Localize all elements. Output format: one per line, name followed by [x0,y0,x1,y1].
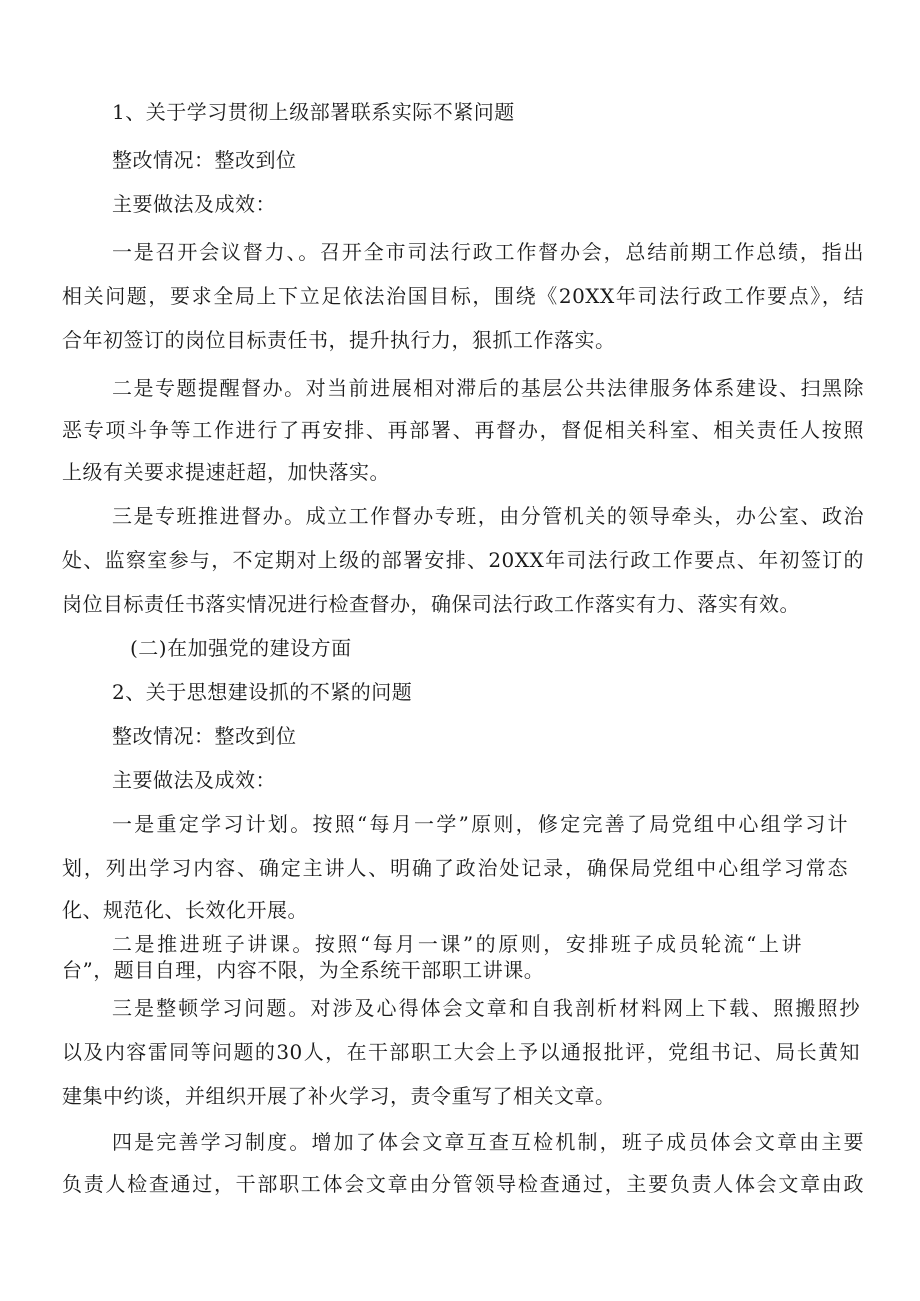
paragraph-line: 划，列出学习内容、确定主讲人、明确了政治处记录，确保局党组中心组学习常态 [62,856,848,880]
paragraph-line: 台”，题目自理，内容不限，为全系统干部职工讲课。 [62,958,545,982]
paragraph-line: 岗位目标责任书落实情况进行检查督办，确保司法行政工作落实有力、落实有效。 [62,592,800,616]
item-2-measures-label: 主要做法及成效： [112,768,276,792]
section-2-heading: (二)在加强党的建设方面 [130,636,352,660]
paragraph-line: 以及内容雷同等问题的30人，在干部职工大会上予以通报批评，党组书记、局长黄知 [62,1040,860,1064]
paragraph-line: 三是整顿学习问题。对涉及心得体会文章和自我剖析材料网上下载、照搬照抄 [112,996,860,1020]
paragraph-line: 合年初签订的岗位目标责任书，提升执行力，狠抓工作落实。 [62,328,616,352]
item-1-measures-label: 主要做法及成效： [112,192,276,216]
item-2-status: 整改情况：整改到位 [112,724,297,748]
paragraph-line: 一是召开会议督力、。召开全市司法行政工作督办会，总结前期工作总绩，指出 [112,240,864,264]
paragraph-line: 一是重定学习计划。按照“每月一学”原则，修定完善了局党组中心组学习计 [112,812,848,836]
paragraph-line: 二是专题提醒督办。对当前进展相对滞后的基层公共法律服务体系建设、扫黑除 [112,376,864,400]
paragraph-line: 二是推进班子讲课。按照“每月一课”的原则，安排班子成员轮流“上讲 [112,932,802,956]
paragraph-line: 四是完善学习制度。增加了体会文章互查互检机制，班子成员体会文章由主要 [112,1130,864,1154]
paragraph-line: 处、监察室参与，不定期对上级的部署安排、20XX年司法行政工作要点、年初签订的 [62,548,864,572]
item-1-status: 整改情况：整改到位 [112,148,297,172]
paragraph-line: 建集中约谈，并组织开展了补火学习，责令重写了相关文章。 [62,1084,616,1108]
paragraph-line: 恶专项斗争等工作进行了再安排、再部署、再督办，督促相关科室、相关责任人按照 [62,418,864,442]
paragraph-line: 负责人检查通过，干部职工体会文章由分管领导检查通过，主要负责人体会文章由政 [62,1172,864,1196]
paragraph-line: 相关问题，要求全局上下立足依法治国目标，围绕《20XX年司法行政工作要点》，结 [62,284,864,308]
item-2-heading: 2、关于思想建设抓的不紧的问题 [112,680,413,704]
paragraph-line: 化、规范化、长效化开展。 [62,898,308,922]
paragraph-line: 三是专班推进督办。成立工作督办专班，由分管机关的领导牵头，办公室、政治 [112,504,864,528]
paragraph-line: 上级有关要求提速赶超，加快落实。 [62,460,390,484]
item-1-heading: 1、关于学习贯彻上级部署联系实际不紧问题 [112,100,515,124]
